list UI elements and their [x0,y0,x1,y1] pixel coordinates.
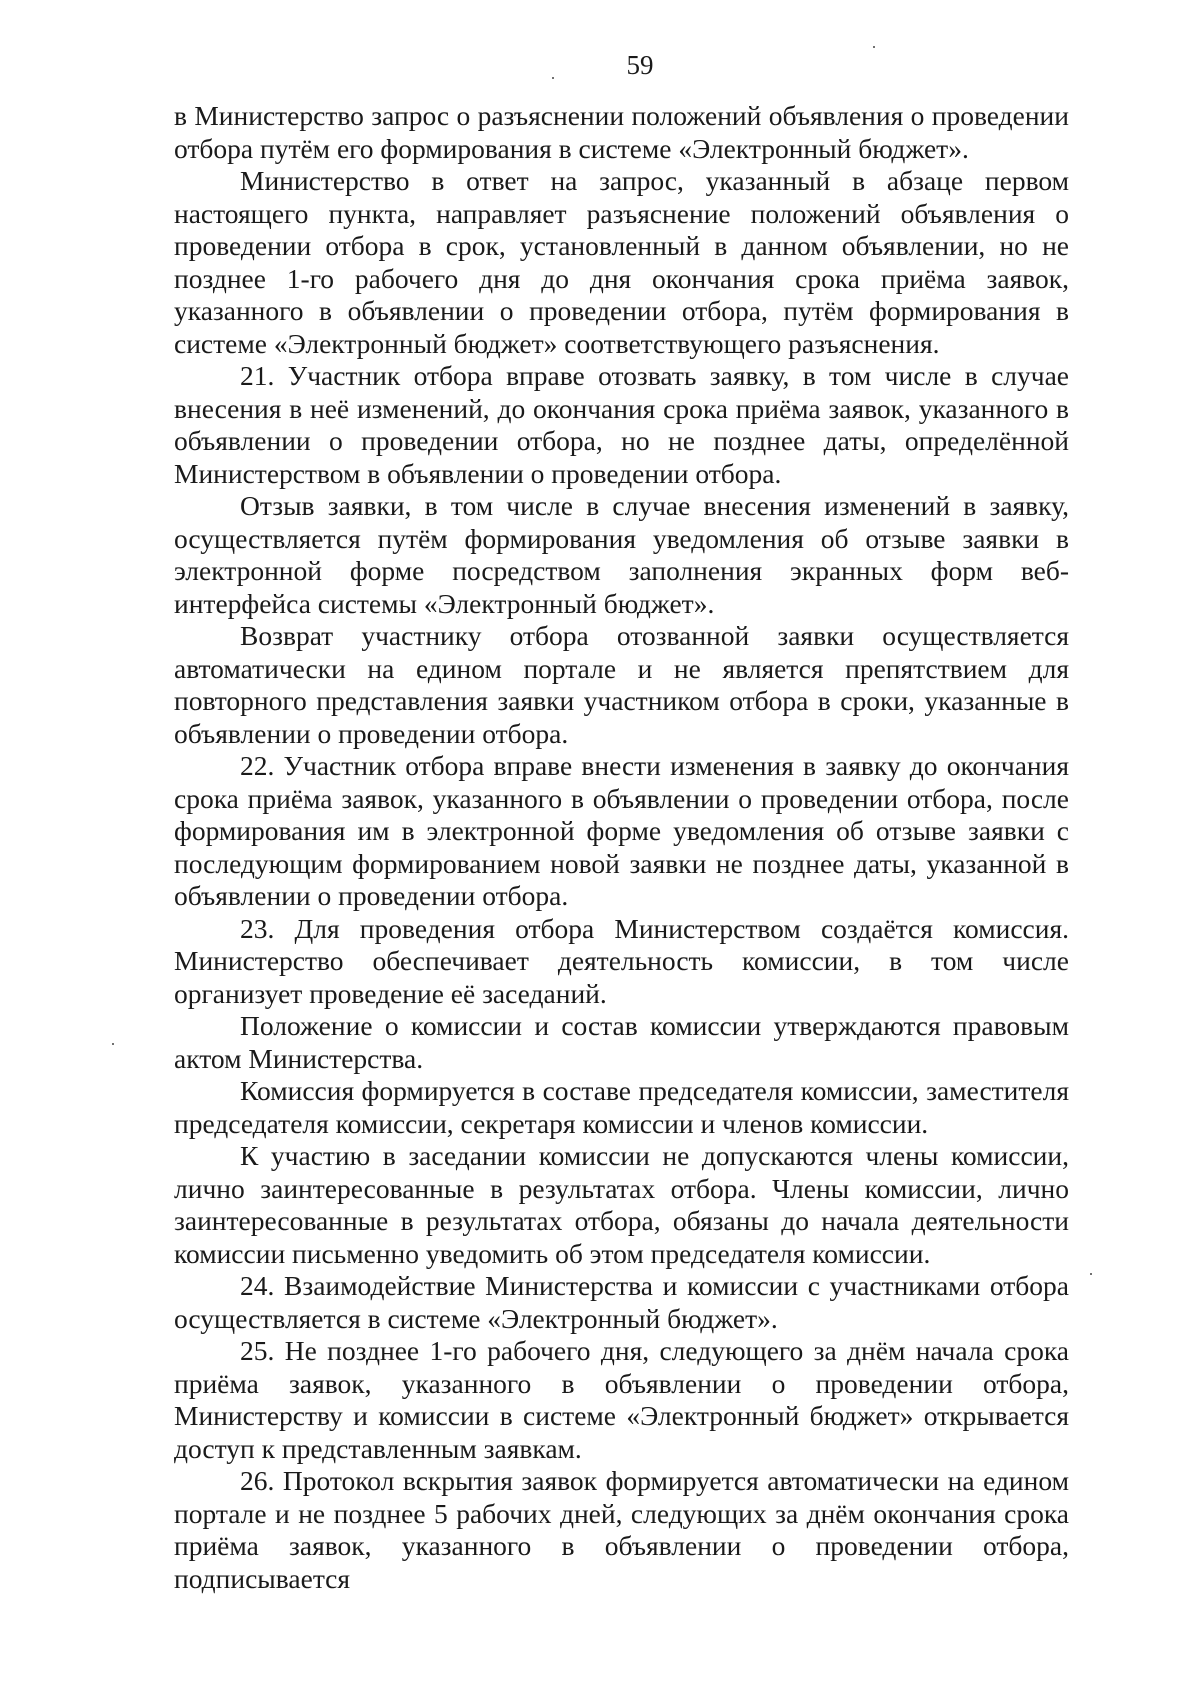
paragraph: 22. Участник отбора вправе внести изменения в заявку до окончания срока приёма заявок, указанного в объявлении о проведении отбора, после формирования им в электронной форме уведомления об отзыве заявки с последующим формированием новой заявки не позднее даты, указанной в объявлении о проведении отбора. [174,750,1069,911]
paragraph: К участию в заседании комиссии не допускаются члены комиссии, лично заинтересованные в результатах отбора. Члены комиссии, лично заинтересованные в результатах отбора, обязаны до начала деятельности комиссии письменно уведомить об этом председателя комиссии. [174,1140,1069,1269]
scan-speck [1090,1273,1092,1275]
paragraph: Возврат участнику отбора отозванной заявки осуществляется автоматически на едином портале и не является препятствием для повторного представления заявки участником отбора в сроки, указанные в объявлении о проведении отбора. [174,620,1069,749]
paragraph: в Министерство запрос о разъяснении положений объявления о проведении отбора путём его формирования в системе «Электронный бюджет». [174,100,1069,164]
paragraph: 24. Взаимодействие Министерства и комиссии с участниками отбора осуществляется в системе «Электронный бюджет». [174,1270,1069,1334]
paragraph: 23. Для проведения отбора Министерством создаётся комиссия. Министерство обеспечивает деятельность комиссии, в том числе организует проведение её заседаний. [174,912,1069,1009]
paragraph: Министерство в ответ на запрос, указанный в абзаце первом настоящего пункта, направляет разъяснение положений объявления о проведении отбора в срок, установленный в данном объявлении, но не позднее 1-го рабочего дня до дня окончания срока приёма заявок, указанного в объявлении о проведении отбора, путём формирования в системе «Электронный бюджет» соответствующего разъяснения. [174,165,1069,359]
paragraph: 21. Участник отбора вправе отозвать заявку, в том числе в случае внесения в неё изменений, до окончания срока приёма заявок, указанного в объявлении о проведении отбора, но не позднее даты, определённой Министерством в объявлении о проведении отбора. [174,360,1069,489]
scan-speck [552,77,554,79]
paragraph: 25. Не позднее 1-го рабочего дня, следующего за днём начала срока приёма заявок, указанного в объявлении о проведении отбора, Министерству и комиссии в системе «Электронный бюджет» открывается доступ к представленным заявкам. [174,1335,1069,1464]
page-number: 59 [626,50,654,80]
scan-speck [112,1043,114,1045]
paragraph: Положение о комиссии и состав комиссии утверждаются правовым актом Министерства. [174,1010,1069,1074]
scan-speck [873,46,875,48]
document-body [174,100,1069,1595]
paragraph: 26. Протокол вскрытия заявок формируется автоматически на едином портале и не позднее 5 рабочих дней, следующих за днём окончания срока приёма заявок, указанного в объявлении о проведении отбора, подписывается [174,1465,1069,1594]
paragraph: Отзыв заявки, в том числе в случае внесения изменений в заявку, осуществляется путём формирования уведомления об отзыве заявки в электронной форме посредством заполнения экранных форм веб-интерфейса системы «Электронный бюджет». [174,490,1069,619]
paragraph: Комиссия формируется в составе председателя комиссии, заместителя председателя комиссии, секретаря комиссии и членов комиссии. [174,1075,1069,1139]
